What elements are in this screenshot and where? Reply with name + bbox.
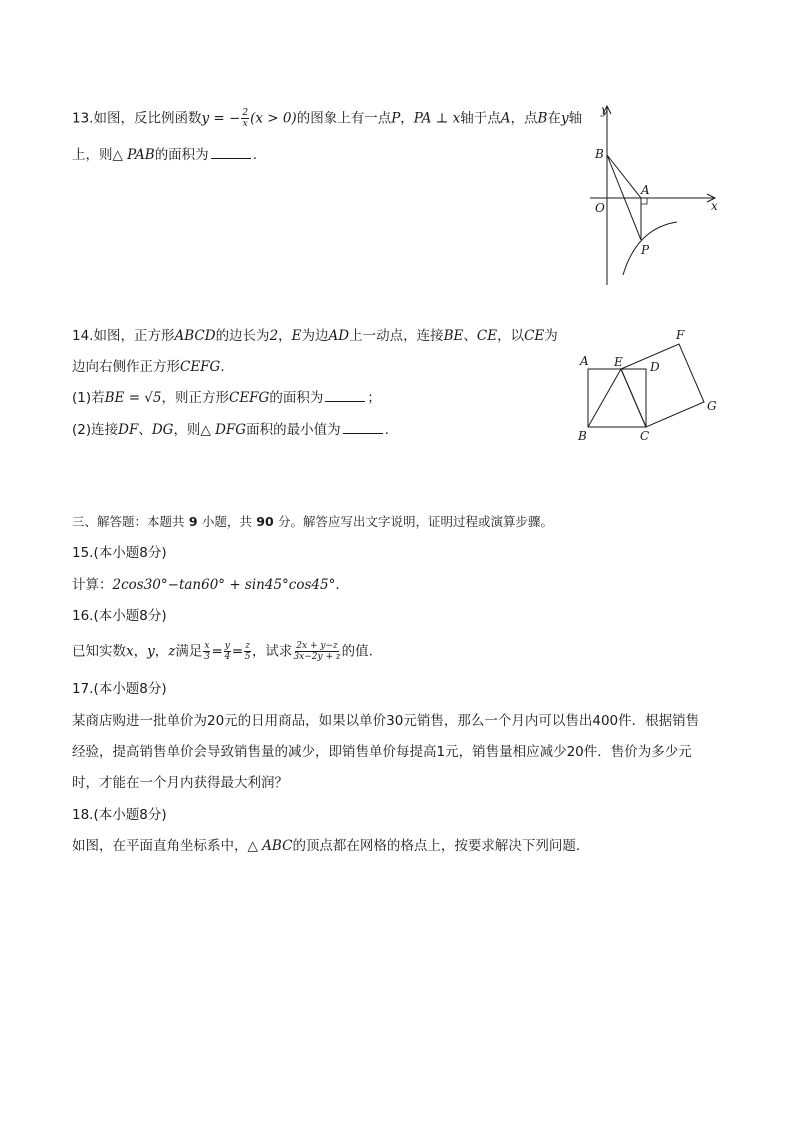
label-a: A (580, 354, 589, 368)
q16-header: 16.(本小题8分) (72, 608, 167, 624)
q17-line3: 时，才能在一个月内获得最大利润？ (72, 775, 288, 791)
q13-func: y = − (201, 110, 241, 127)
segment-ba (607, 155, 641, 198)
right-angle-mark (641, 198, 647, 204)
q18-body: 如图，在平面直角坐标系中，△ ABC的顶点都在网格的格点上，按要求解决下列问题. (72, 838, 581, 854)
label-e: E (614, 355, 623, 369)
q13-fraction: $\frac{2}{x}$ (242, 108, 249, 129)
label-p: P (641, 243, 650, 257)
q14-1-answer-blank[interactable] (325, 389, 365, 402)
q14-line2: 边向右侧作正方形CEFG. (72, 359, 225, 375)
label-o: O (595, 201, 605, 215)
q16-frac-expression: $\frac{2x + y-z}{3x-2y + z}$ (293, 641, 341, 662)
q17-line1: 某商店购进一批单价为20元的日用商品，如果以单价30元销售，那么一个月内可以售出400件．根据销售 (72, 713, 700, 729)
label-f: F (676, 328, 685, 342)
q15-body: 计算：2cos30°−tan60° + sin45°cos45°. (72, 577, 340, 593)
label-a: A (641, 183, 650, 197)
q13-line2: 上，则△ PAB的面积为 . (72, 147, 257, 163)
q16-body: 已知实数x，y，z满足 $\frac{x}{3}$ = $\frac{y}{4}$ = $\frac{z}{5}$ ，试求 $\frac{2x + y-z}{3x-2y + z}$ 的值. (72, 641, 373, 662)
hyperbola-curve (623, 222, 677, 275)
label-b: B (578, 429, 587, 443)
q17-header: 17.(本小题8分) (72, 681, 167, 697)
q15-expression: 2cos30°−tan60° + sin45°cos45° (112, 577, 336, 593)
q13-line1: 13.如图，反比例函数y = − $\frac{2}{x}$ (x > 0)的图象上有一点P，PA ⊥ x轴于点A，点B在y轴 (72, 108, 583, 129)
q13-answer-blank[interactable] (211, 146, 251, 159)
label-x: x (711, 199, 718, 213)
label-y: y (601, 103, 608, 117)
square-cefg (621, 344, 704, 427)
square-abcd (588, 369, 646, 427)
q16-frac-x: $\frac{x}{3}$ (204, 641, 210, 662)
q14-figure (572, 322, 732, 452)
q14-2-answer-blank[interactable] (343, 421, 383, 434)
q16-frac-z: $\frac{z}{5}$ (244, 641, 251, 662)
q17-line2: 经验，提高销售单价会导致销售量的减少，即销售单价每提高1元，销售量相应减少20件．售价为多少元 (72, 744, 692, 760)
q13-figure (585, 100, 730, 290)
section-3-heading: 三、解答题：本题共 9 小题，共 90 分。解答应写出文字说明，证明过程或演算步骤。 (72, 514, 554, 529)
label-c: C (640, 429, 650, 443)
label-d: D (650, 360, 660, 374)
q16-frac-y: $\frac{y}{4}$ (224, 641, 231, 662)
label-g: G (707, 399, 717, 413)
q14-line1: 14.如图，正方形ABCD的边长为2，E为边AD上一动点，连接BE、CE，以CE为 (72, 328, 558, 344)
q14-line4: (2)连接DF、DG，则△ DFG面积的最小值为 . (72, 422, 389, 438)
segment-be (588, 369, 621, 427)
q18-header: 18.(本小题8分) (72, 807, 167, 823)
q15-header: 15.(本小题8分) (72, 545, 167, 561)
label-b: B (595, 147, 604, 161)
q14-line3: (1)若BE = √5，则正方形CEFG的面积为 ； (72, 390, 381, 406)
q13-condition: (x > 0) (250, 110, 297, 127)
q13-text: 13.如图，反比例函数 (72, 110, 202, 127)
